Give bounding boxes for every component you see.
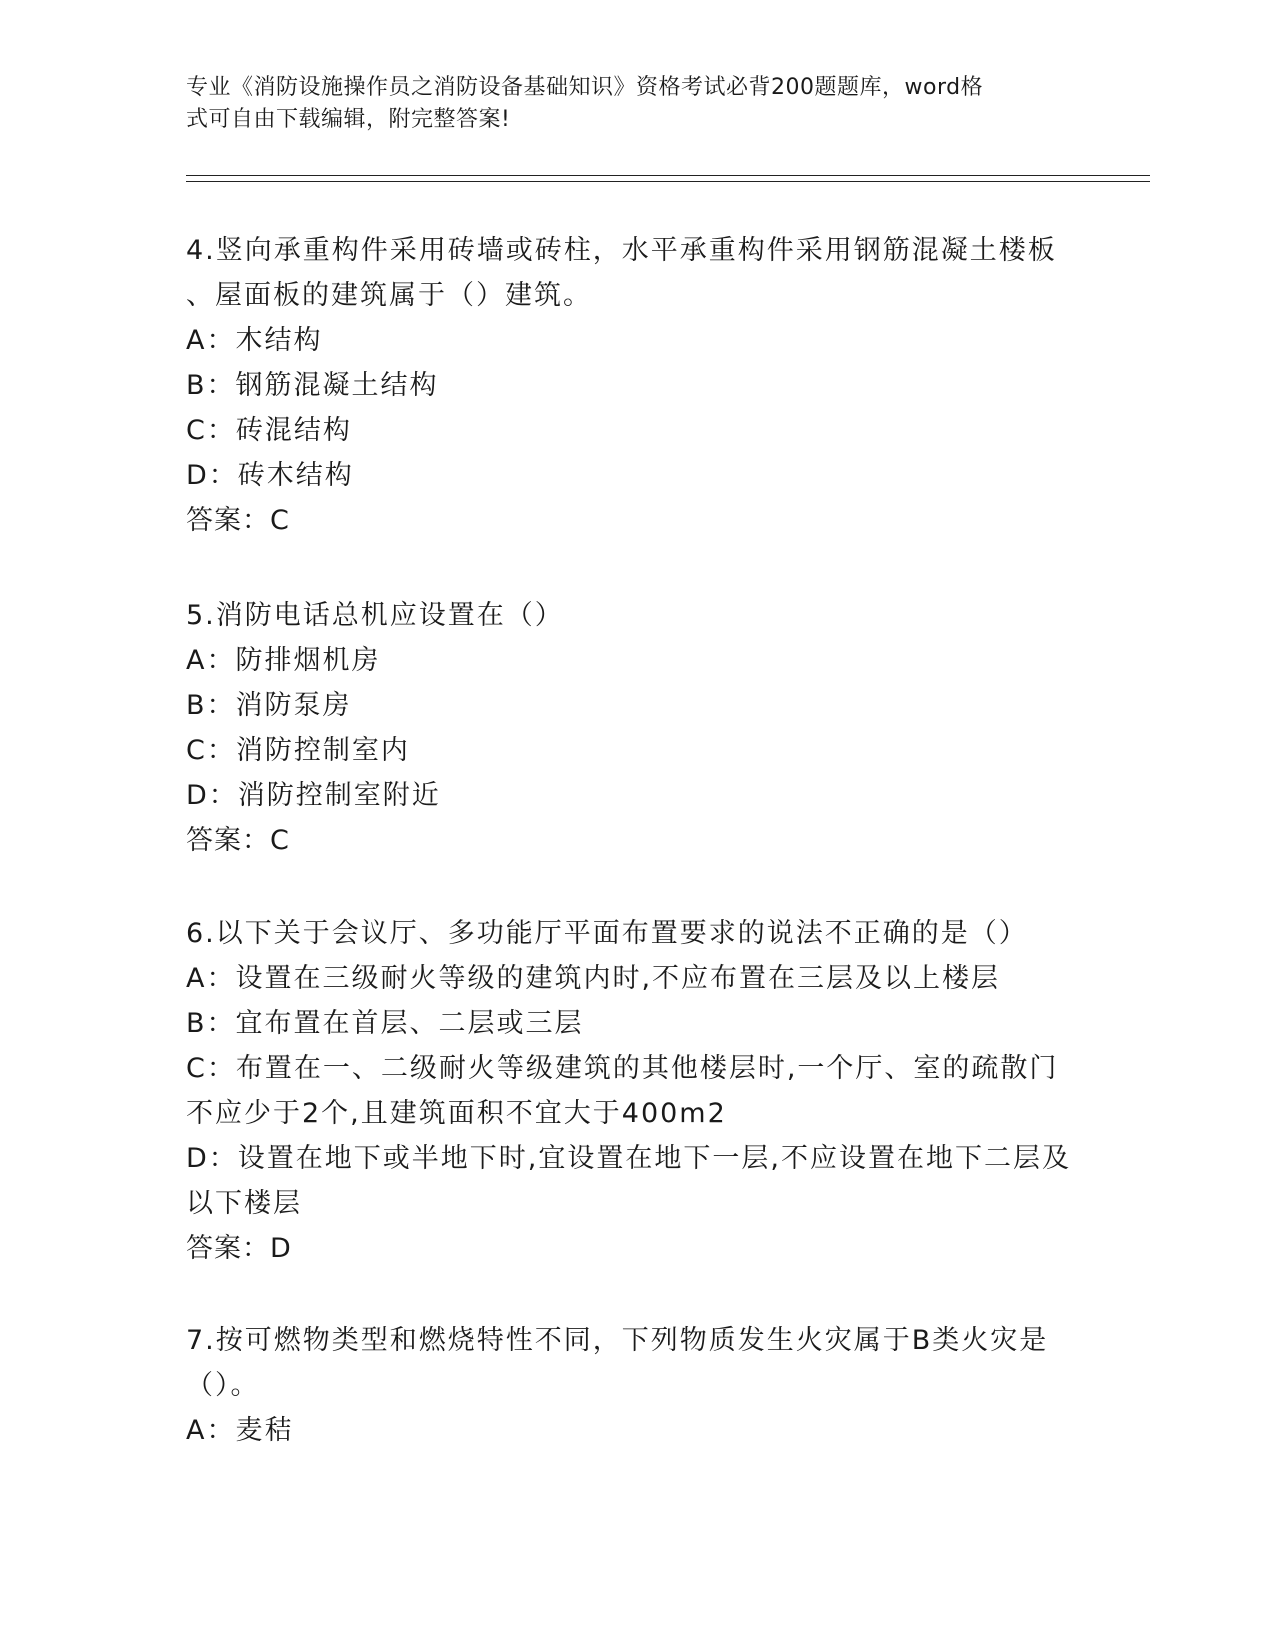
option-d: D：设置在地下或半地下时,宜设置在地下一层,不应设置在地下二层及 [186,1143,1071,1174]
header-line-1: 专业《消防设施操作员之消防设备基础知识》资格考试必背200题题库，word格 [186,75,984,100]
question-stem-continued: （）。 [186,1370,260,1401]
option-d: D：消防控制室附近 [186,780,441,811]
option-a: A：麦秸 [186,1415,294,1446]
question-stem-continued: 、屋面板的建筑属于（）建筑。 [186,280,592,311]
option-b: B：宜布置在首层、二层或三层 [186,1008,584,1039]
question-stem: 5.消防电话总机应设置在（） [186,600,564,631]
header-divider-top [186,175,1150,176]
answer-line: 答案：C [186,505,290,536]
question-6 [186,911,1086,1272]
option-a: A：木结构 [186,325,323,356]
option-c: C：消防控制室内 [186,735,410,766]
header-line-2: 式可自由下载编辑，附完整答案! [186,107,511,132]
option-b: B：钢筋混凝土结构 [186,370,439,401]
question-stem: 7.按可燃物类型和燃烧特性不同，下列物质发生火灾属于B类火灾是 [186,1325,1049,1356]
option-a: A：设置在三级耐火等级的建筑内时,不应布置在三层及以上楼层 [186,963,1001,994]
answer-line: 答案：D [186,1233,292,1264]
option-a: A：防排烟机房 [186,645,381,676]
option-c-continued: 不应少于2个,且建筑面积不宜大于400m2 [186,1098,727,1129]
option-b: B：消防泵房 [186,690,352,721]
answer-line: 答案：C [186,825,290,856]
question-5 [186,593,1086,864]
question-stem: 4.竖向承重构件采用砖墙或砖柱，水平承重构件采用钢筋混凝土楼板 [186,235,1057,266]
question-7 [186,1318,1086,1453]
option-c: C：布置在一、二级耐火等级建筑的其他楼层时,一个厅、室的疏散门 [186,1053,1059,1084]
option-d: D：砖木结构 [186,460,354,491]
header-divider-bottom [186,181,1150,182]
option-d-continued: 以下楼层 [186,1188,302,1219]
document-header [186,72,1066,136]
question-4 [186,228,1086,544]
option-c: C：砖混结构 [186,415,352,446]
question-stem: 6.以下关于会议厅、多功能厅平面布置要求的说法不正确的是（） [186,918,1028,949]
